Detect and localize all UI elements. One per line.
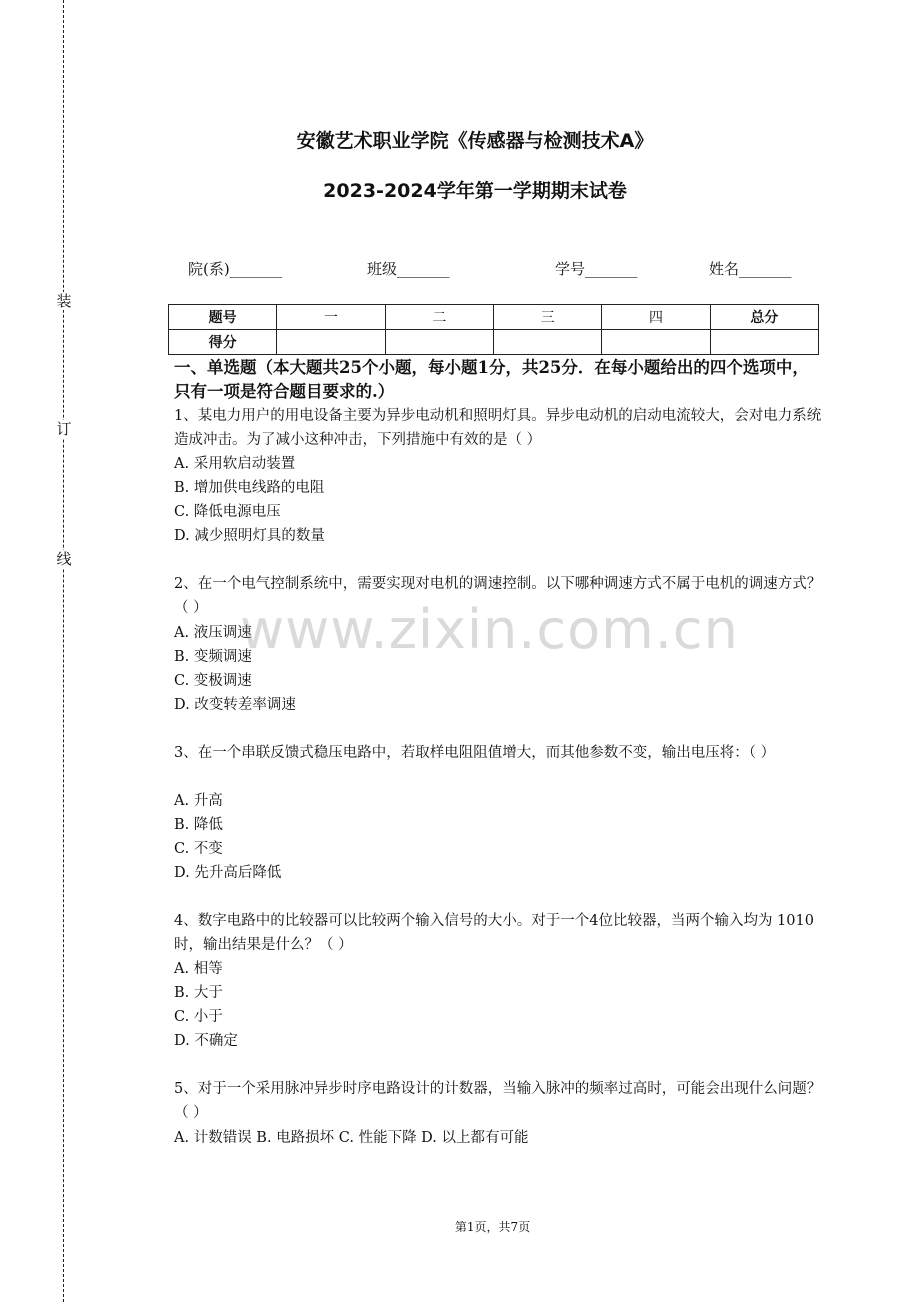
question-4-stem: 4、数字电路中的比较器可以比较两个输入信号的大小。对于一个4位比较器，当两个输入均为 1010 时，输出结果是什么？（ ）	[174, 913, 814, 953]
question-1-stem: 1、某电力用户的用电设备主要为异步电动机和照明灯具。异步电动机的启动电流较大，会对电力系统造成冲击。为了减小这种冲击，下列措施中有效的是（ ）	[174, 408, 822, 448]
page-number: 第1页，共7页	[454, 1220, 531, 1234]
score-cell: 题号	[169, 305, 277, 330]
question-2-option-a: A. 液压调速	[174, 625, 252, 641]
class-field: 班级_______	[367, 260, 450, 278]
question-3-option-d: D. 先升高后降低	[174, 865, 282, 881]
score-input-cell[interactable]	[710, 330, 818, 355]
question-2-option-d: D. 改变转差率调速	[174, 697, 296, 713]
binding-char-xian: 线	[56, 550, 72, 568]
score-cell: 总分	[710, 305, 818, 330]
score-cell: 一	[277, 305, 385, 330]
question-4-option-d: D. 不确定	[174, 1033, 238, 1049]
exam-title-line2: 2023-2024学年第一学期期末试卷	[323, 180, 627, 202]
score-input-cell[interactable]	[385, 330, 493, 355]
question-4-option-c: C. 小于	[174, 1009, 223, 1025]
question-1-option-b: B. 增加供电线路的电阻	[174, 480, 325, 496]
score-table	[168, 304, 819, 355]
watermark: www.zixin.com.cn	[240, 598, 739, 661]
exam-title-line1: 安徽艺术职业学院《传感器与检测技术A》	[296, 130, 654, 152]
department-field: 院(系)_______	[188, 260, 283, 278]
question-5-options: A. 计数错误 B. 电路损坏 C. 性能下降 D. 以上都有可能	[174, 1130, 529, 1146]
question-3-option-b: B. 降低	[174, 817, 223, 833]
score-cell: 四	[602, 305, 710, 330]
question-1-option-d: D. 减少照明灯具的数量	[174, 528, 325, 544]
question-3-stem: 3、在一个串联反馈式稳压电路中，若取样电阻阻值增大，而其他参数不变，输出电压将：（ ）	[174, 745, 776, 761]
score-input-cell[interactable]	[493, 330, 601, 355]
score-table-score-row	[169, 330, 819, 355]
question-3-option-a: A. 升高	[174, 793, 223, 809]
score-table-header-row	[169, 305, 819, 330]
question-1-option-a: A. 采用软启动装置	[174, 456, 296, 472]
binding-char-zhuang: 装	[56, 292, 72, 310]
student-id-field: 学号_______	[555, 260, 638, 278]
section-heading: 一、单选题（本大题共25个小题，每小题1分，共25分．在每小题给出的四个选项中，只有一项是符合题目要求的.）	[174, 358, 809, 401]
score-input-cell[interactable]	[277, 330, 385, 355]
question-4-option-b: B. 大于	[174, 985, 223, 1001]
score-input-cell[interactable]	[602, 330, 710, 355]
question-2-stem: 2、在一个电气控制系统中，需要实现对电机的调速控制。以下哪种调速方式不属于电机的调速方式？（ ）	[174, 576, 822, 616]
score-cell: 三	[493, 305, 601, 330]
score-cell: 得分	[169, 330, 277, 355]
question-3-option-c: C. 不变	[174, 841, 223, 857]
name-field: 姓名_______	[709, 260, 792, 278]
question-2-option-c: C. 变极调速	[174, 673, 252, 689]
question-4-option-a: A. 相等	[174, 961, 223, 977]
question-5-stem: 5、对于一个采用脉冲异步时序电路设计的计数器，当输入脉冲的频率过高时，可能会出现什么问题？（ ）	[174, 1081, 822, 1121]
question-1-option-c: C. 降低电源电压	[174, 504, 281, 520]
question-2-option-b: B. 变频调速	[174, 649, 252, 665]
score-cell: 二	[385, 305, 493, 330]
binding-char-ding: 订	[56, 420, 72, 438]
